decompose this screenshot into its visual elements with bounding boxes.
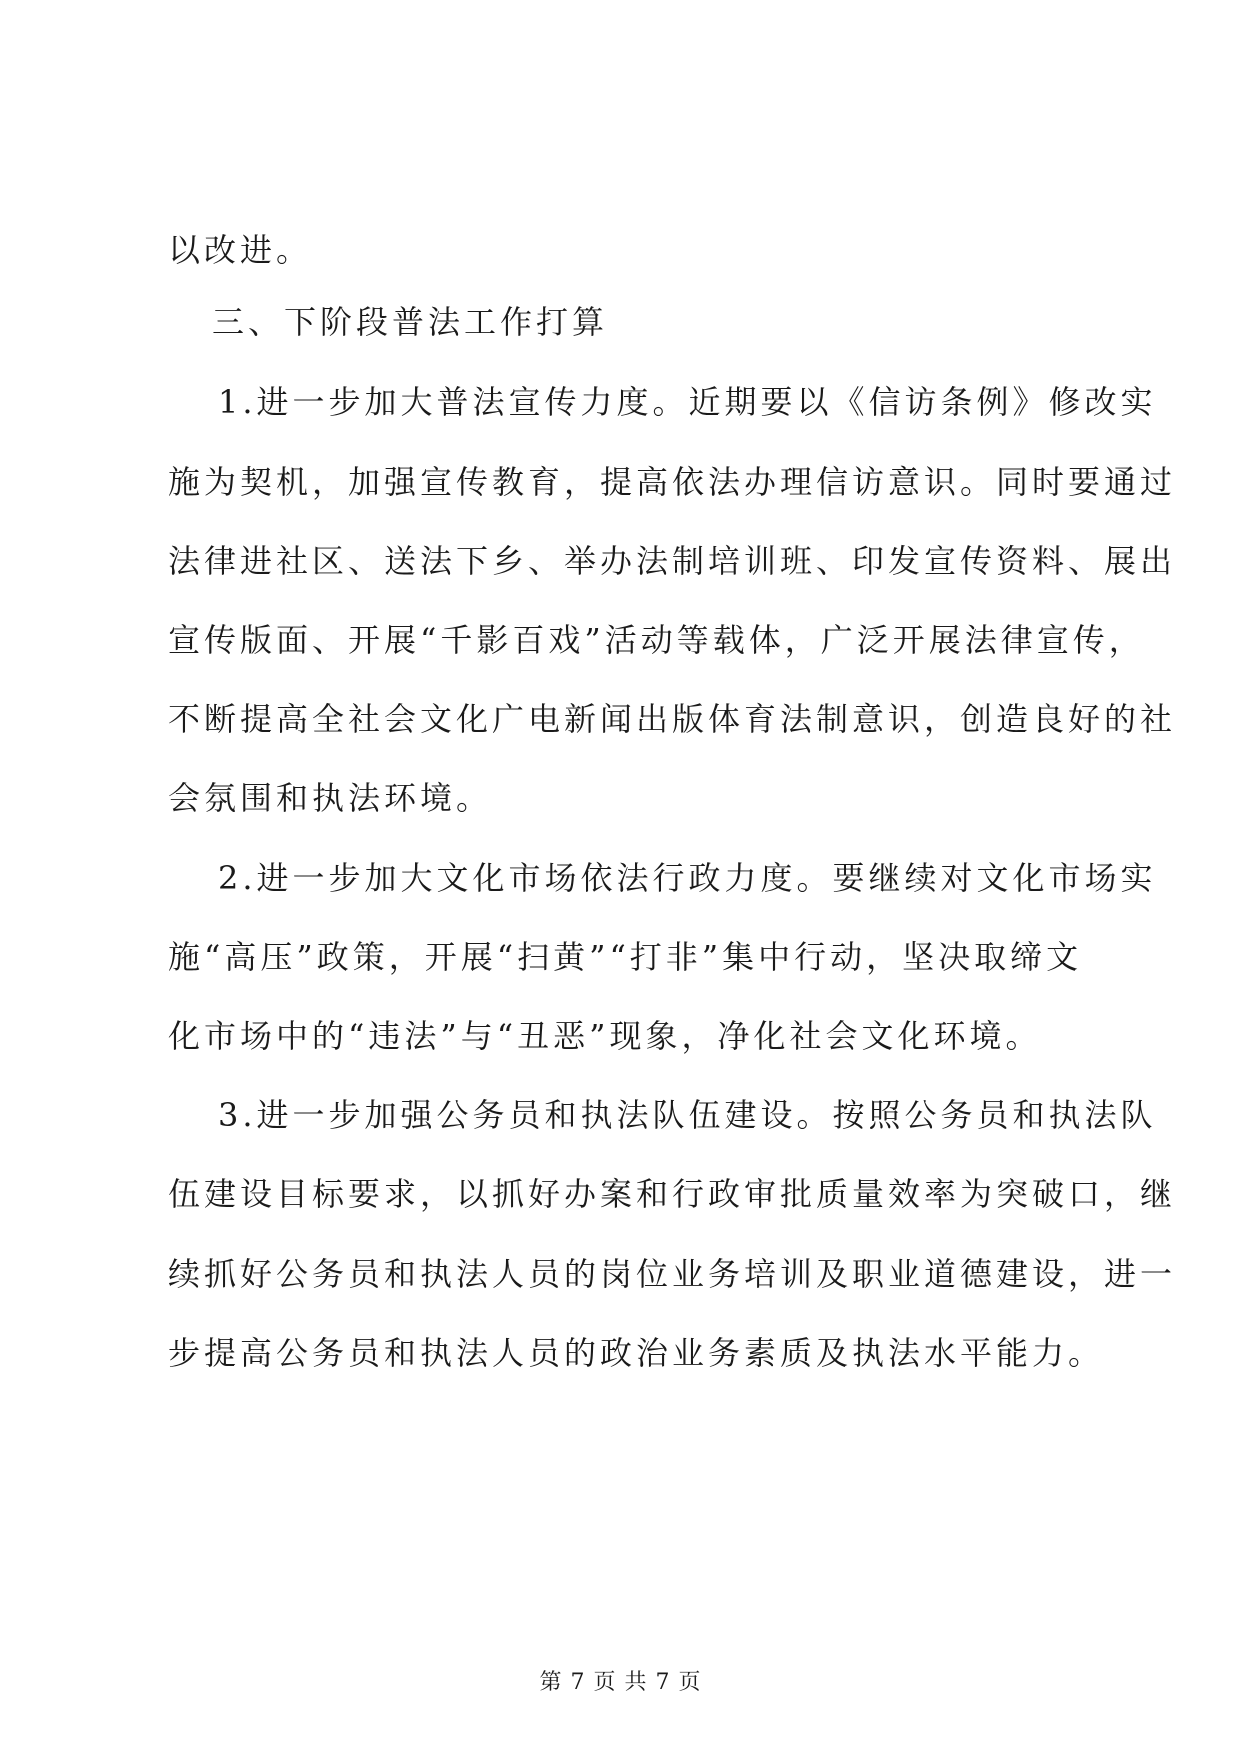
text-line: 1.进一步加大普法宣传力度。近期要以《信访条例》修改实 [218, 383, 1157, 421]
text-line: 化市场中的“违法”与“丑恶”现象，净化社会文化环境。 [168, 1017, 1042, 1055]
text-line: 伍建设目标要求，以抓好办案和行政审批质量效率为突破口，继 [168, 1175, 1177, 1213]
section-heading: 三、下阶段普法工作打算 [212, 303, 609, 341]
text-line: 续抓好公务员和执法人员的岗位业务培训及职业道德建设，进一 [168, 1255, 1177, 1293]
page-number-footer: 第 7 页 共 7 页 [539, 1670, 702, 1695]
text-line: 施为契机，加强宣传教育，提高依法办理信访意识。同时要通过 [168, 463, 1177, 501]
text-line: 施“高压”政策，开展“扫黄”“打非”集中行动，坚决取缔文 [168, 938, 1083, 976]
text-line: 3.进一步加强公务员和执法队伍建设。按照公务员和执法队 [218, 1096, 1157, 1134]
text-line: 2.进一步加大文化市场依法行政力度。要继续对文化市场实 [218, 859, 1157, 897]
text-line: 以改进。 [168, 231, 313, 269]
text-line: 法律进社区、送法下乡、举办法制培训班、印发宣传资料、展出 [168, 542, 1177, 580]
text-line: 宣传版面、开展“千影百戏”活动等载体，广泛开展法律宣传， [168, 621, 1145, 659]
text-line: 步提高公务员和执法人员的政治业务素质及执法水平能力。 [168, 1334, 1105, 1372]
text-line: 会氛围和执法环境。 [168, 779, 493, 817]
text-line: 不断提高全社会文化广电新闻出版体育法制意识，创造良好的社 [168, 700, 1177, 738]
